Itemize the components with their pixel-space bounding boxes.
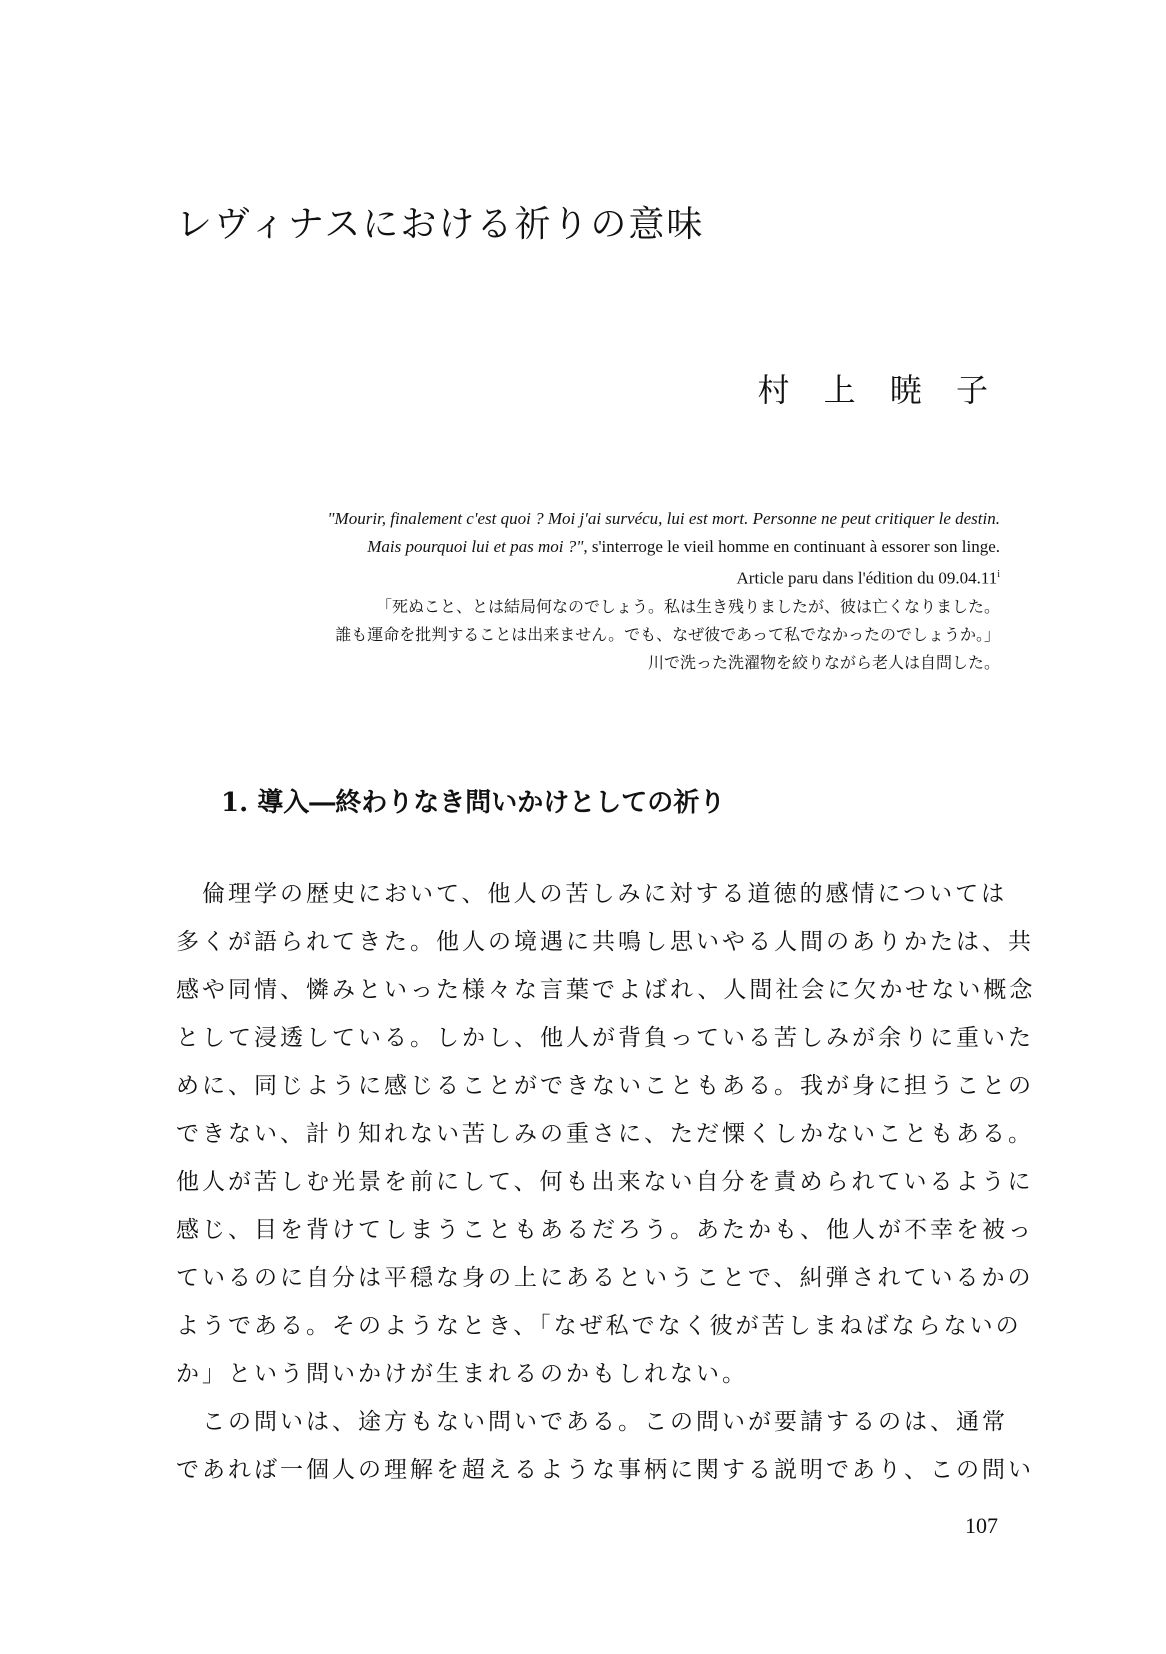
- body-line: できない、計り知れない苦しみの重さに、ただ慄くしかないこともある。: [176, 1121, 1034, 1147]
- body-line: 感じ、目を背けてしまうこともあるだろう。あたかも、他人が不幸を被っ: [176, 1217, 1034, 1243]
- epigraph-french-quote-end: Mais pourquoi lui et pas moi ?": [367, 537, 584, 556]
- epigraph-source: Article paru dans l'édition du 09.04.11: [736, 568, 998, 588]
- body-line: ようである。そのようなとき、「なぜ私でなく彼が苦しまねばならないの: [176, 1313, 1022, 1339]
- body-line: 他人が苦しむ光景を前にして、何も出来ない自分を責められているように: [176, 1169, 1034, 1195]
- body-line: か」という問いかけが生まれるのかもしれない。: [176, 1361, 748, 1387]
- body-line: 感や同情、憐みといった様々な言葉でよばれ、人間社会に欠かせない概念: [176, 977, 1036, 1003]
- epigraph-french-line-2: [180, 533, 1000, 561]
- body-line: 多くが語られてきた。他人の境遇に共鳴し思いやる人間のありかたは、共: [176, 929, 1034, 955]
- body-text: [176, 870, 1036, 1494]
- article-title: レヴィナスにおける祈りの意味: [176, 204, 705, 245]
- author-name: 村 上 暁 子: [757, 371, 1000, 409]
- body-line: として浸透している。しかし、他人が背負っている苦しみが余りに重いた: [176, 1025, 1034, 1051]
- body-line: めに、同じように感じることができないこともある。我が身に担うことの: [176, 1073, 1034, 1099]
- footnote-marker[interactable]: i: [997, 569, 1000, 580]
- section-heading: 1. 導入―終わりなき問いかけとしての祈り: [221, 788, 726, 818]
- epigraph-french-attribution: , s'interroge le vieil homme en continuant à essorer son linge.: [583, 537, 1000, 556]
- epigraph-french-line-1: "Mourir, finalement c'est quoi ? Moi j'ai survécu, lui est mort. Personne ne peut critiquer le destin.: [327, 509, 1000, 528]
- epigraph-source-line: [180, 561, 1000, 593]
- body-line: であれば一個人の理解を超えるような事柄に関する説明であり、この問い: [176, 1457, 1034, 1483]
- epigraph: [180, 505, 1000, 677]
- body-line: 倫理学の歴史において、他人の苦しみに対する道徳的感情については: [176, 881, 1008, 907]
- epigraph-japanese-line-2: 誰も運命を批判することは出来ません。でも、なぜ彼であって私でなかったのでしょうか。」: [335, 624, 1000, 644]
- epigraph-japanese-line-1: 「死ぬこと、とは結局何なのでしょう。私は生き残りましたが、彼は亡くなりました。: [375, 596, 1000, 616]
- page-number: 107: [965, 1513, 998, 1538]
- body-line: ているのに自分は平穏な身の上にあるということで、糾弾されているかの: [176, 1265, 1034, 1291]
- epigraph-japanese-line-3: 川で洗った洗濯物を絞りながら老人は自問した。: [647, 652, 1000, 672]
- body-line: この問いは、途方もない問いである。この問いが要請するのは、通常: [176, 1409, 1008, 1435]
